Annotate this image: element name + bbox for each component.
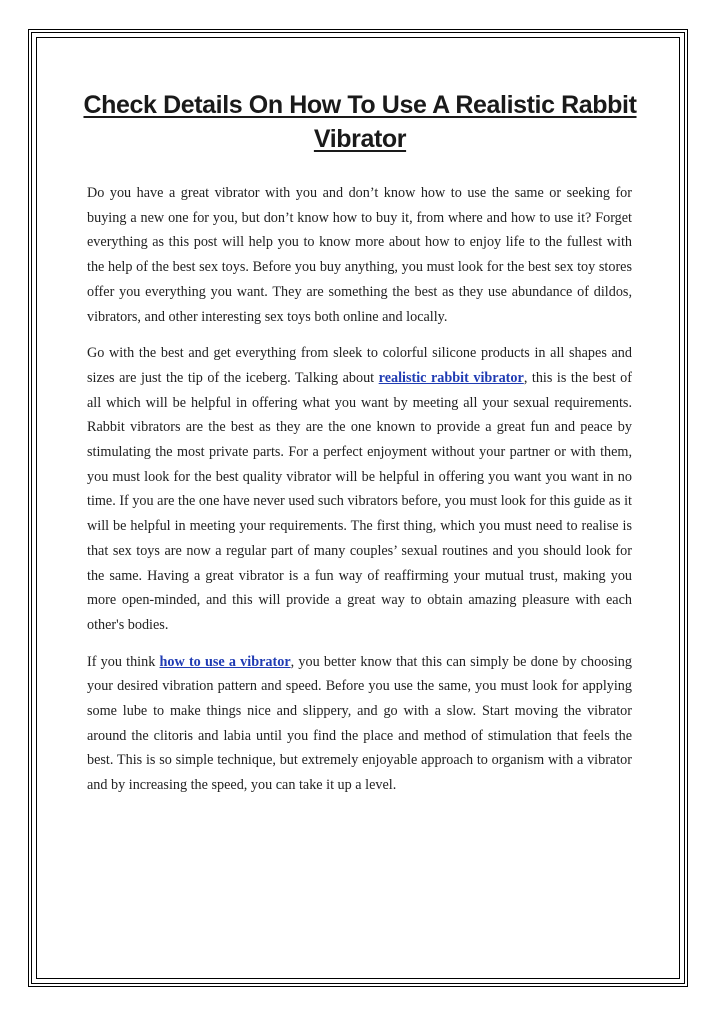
paragraph-how-to [87, 650, 632, 798]
how-to-use-vibrator-link[interactable]: how to use a vibrator [159, 653, 291, 670]
realistic-rabbit-vibrator-link[interactable]: realistic rabbit vibrator [378, 369, 524, 386]
paragraph-intro: Do you have a great vibrator with you and don’t know how to use the same or seeking for buying a new one for you, but don’t know how to buy it, from where and how to use it? Forget everything as this post will help you to know more about how to enjoy life to the fullest with the help of the best sex toys. Before you buy anything, you must look for the best sex toy stores offer you everything you want. They are something the best as they use abundance of dildos, vibrators, and other interesting sex toys both online and locally. [87, 185, 632, 325]
paragraph-text: Go with the best and get everything from sleek to colorful silicone products in all shapes and sizes are just the tip of the iceberg. Talking about [87, 345, 632, 386]
paragraph-text: , you better know that this can simply be done by choosing your desired vibration pattern and speed. Before you use the same, you must look for applying some lube to make things nice and slippery, and go with a slow. Start moving the vibrator around the clitoris and labia until you find the place and method of stimulation that feels the best. This is so simple technique, but extremely enjoyable approach to organism with a vibrator and by increasing the speed, you can take it up a level. [87, 653, 632, 794]
document-title: Check Details On How To Use A Realistic Rabbit Vibrator [83, 91, 637, 153]
paragraph-text: , this is the best of all which will be helpful in offering what you want by meeting all your sexual requirements. Rabbit vibrators are the best as they are the one known to provide a great fun and peace by stimulating the most private parts. For a perfect enjoyment without your partner or with them, you must look for the best quality vibrator will be helpful in offering you want you want in no time. If you are the one have never used such vibrators before, you must look for this guide as it will be helpful in meeting your requirements. The first thing, which you must need to realise is that sex toys are now a regular part of many couples’ sexual routines and you should look for the same. Having a great vibrator is a fun way of reaffirming your mutual trust, making you more open-minded, and this will provide a great way to obtain amazing pleasure with each other's bodies. [87, 369, 633, 633]
paragraph-rabbit [87, 341, 632, 637]
paragraph-text: If you think [87, 653, 160, 670]
document-body [87, 181, 632, 810]
